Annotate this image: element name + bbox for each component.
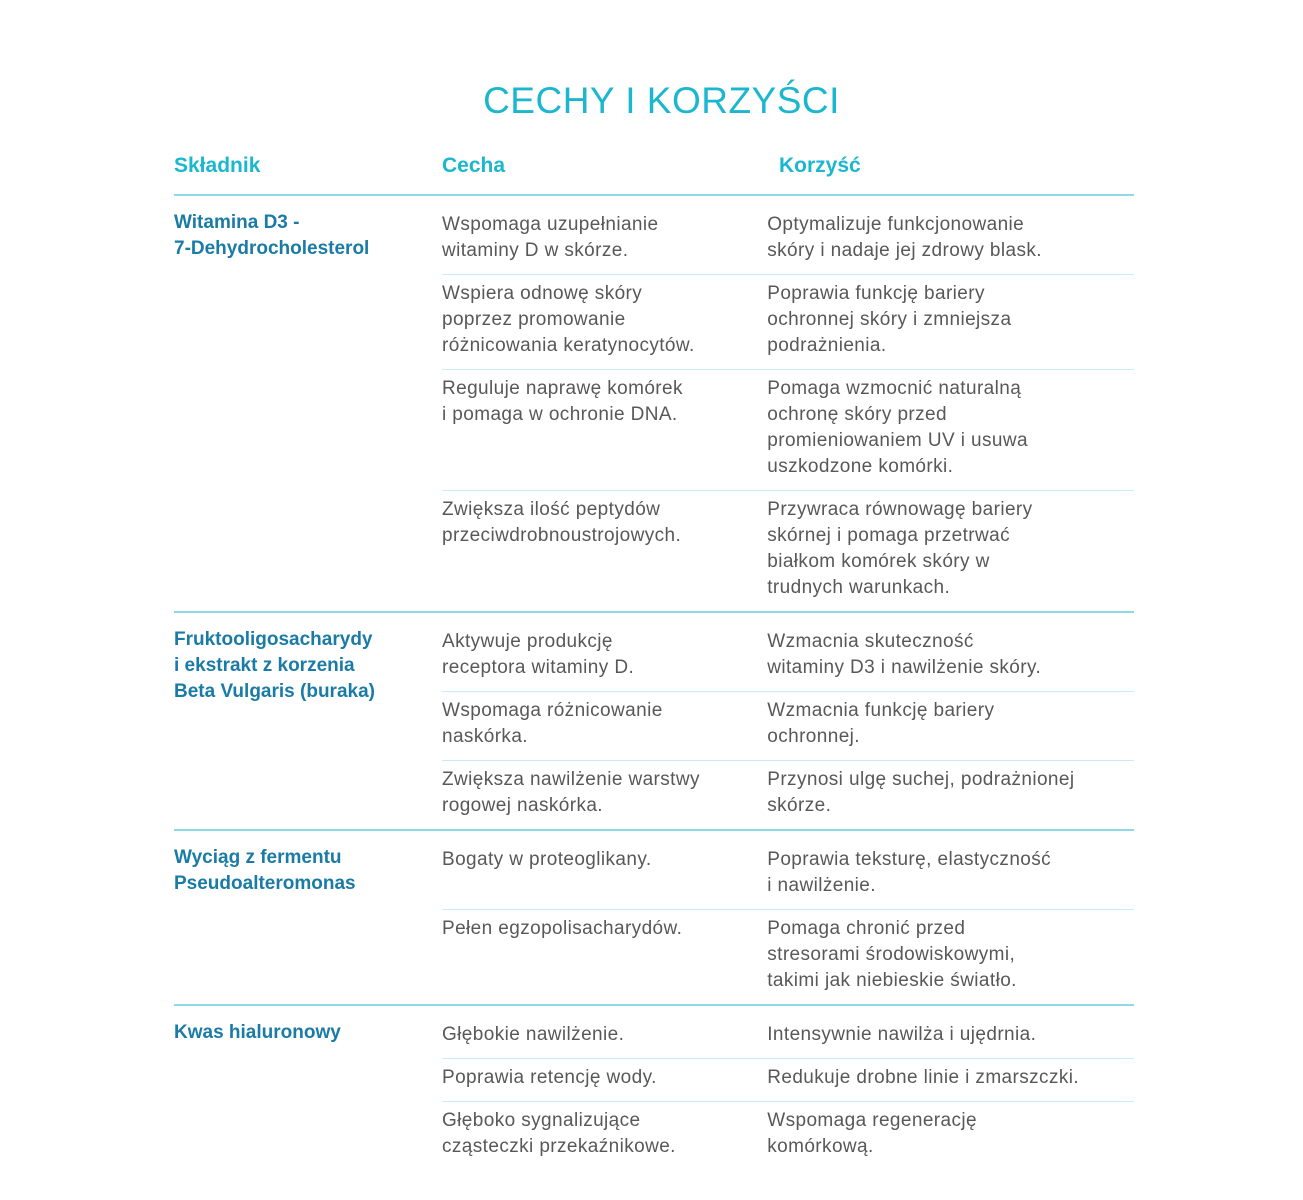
benefit-cell: Wzmacnia funkcję bariery ochronnej.: [767, 700, 995, 747]
ingredient-group: [174, 196, 1134, 613]
table-row: [442, 692, 1134, 761]
feature-cell: Bogaty w proteoglikany.: [442, 849, 652, 870]
table-row: [442, 1016, 1134, 1059]
table-row: [442, 623, 1134, 692]
benefit-cell: Wzmacnia skuteczność witaminy D3 i nawilżenie skóry.: [767, 631, 1042, 678]
table-row: [442, 1059, 1134, 1102]
benefit-cell: Optymalizuje funkcjonowanie skóry i nadaje jej zdrowy blask.: [767, 214, 1042, 261]
table-row: [442, 206, 1134, 275]
page-title: CECHY I KORZYŚCI: [483, 80, 840, 121]
ingredient-name: Fruktooligosacharydy i ekstrakt z korzenia Beta Vulgaris (buraka): [174, 629, 375, 702]
ingredient-group: [174, 831, 1134, 1006]
feature-cell: Wspiera odnowę skóry poprzez promowanie różnicowania keratynocytów.: [442, 283, 695, 356]
table-row: [442, 491, 1134, 611]
table-row: [442, 370, 1134, 491]
benefit-cell: Przynosi ulgę suchej, podrażnionej skórze.: [767, 769, 1075, 816]
feature-cell: Głębokie nawilżenie.: [442, 1024, 625, 1045]
benefit-cell: Przywraca równowagę bariery skórnej i pomaga przetrwać białkom komórek skóry w trudnych warunkach.: [767, 499, 1033, 598]
table-body: [174, 196, 1134, 1170]
feature-cell: Głęboko sygnalizujące cząsteczki przekaźnikowe.: [442, 1110, 676, 1157]
benefit-cell: Poprawia teksturę, elastyczność i nawilżenie.: [767, 849, 1052, 896]
feature-cell: Zwiększa nawilżenie warstwy rogowej naskórka.: [442, 769, 700, 816]
feature-cell: Wspomaga różnicowanie naskórka.: [442, 700, 663, 747]
feature-cell: Reguluje naprawę komórek i pomaga w ochronie DNA.: [442, 378, 683, 425]
feature-cell: Poprawia retencję wody.: [442, 1067, 657, 1088]
ingredient-group: [174, 613, 1134, 831]
header-ingredient: Składnik: [174, 154, 261, 177]
benefit-cell: Intensywnie nawilża i ujędrnia.: [767, 1024, 1037, 1045]
table-header: [174, 154, 1134, 196]
table-row: [442, 841, 1134, 910]
feature-cell: Zwiększa ilość peptydów przeciwdrobnoustrojowych.: [442, 499, 682, 546]
features-table: [174, 154, 1134, 1170]
ingredient-name: Witamina D3 - 7-Dehydrocholesterol: [174, 212, 370, 259]
header-feature: Cecha: [442, 154, 506, 177]
ingredient-group: [174, 1006, 1134, 1170]
table-row: [442, 275, 1134, 370]
ingredient-name: Kwas hialuronowy: [174, 1022, 341, 1043]
table-row: [442, 910, 1134, 1004]
feature-cell: Pełen egzopolisacharydów.: [442, 918, 683, 939]
benefit-cell: Redukuje drobne linie i zmarszczki.: [767, 1067, 1080, 1088]
benefit-cell: Pomaga wzmocnić naturalną ochronę skóry przed promieniowaniem UV i usuwa uszkodzone komórki.: [767, 378, 1028, 477]
benefit-cell: Poprawia funkcję bariery ochronnej skóry i zmniejsza podrażnienia.: [767, 283, 1012, 356]
feature-cell: Aktywuje produkcję receptora witaminy D.: [442, 631, 635, 678]
header-benefit: Korzyść: [779, 154, 861, 177]
benefit-cell: Wspomaga regenerację komórkową.: [767, 1110, 977, 1157]
ingredient-name: Wyciąg z fermentu Pseudoalteromonas: [174, 847, 356, 894]
table-row: [442, 1102, 1134, 1170]
feature-cell: Wspomaga uzupełnianie witaminy D w skórze.: [442, 214, 659, 261]
table-row: [442, 761, 1134, 829]
benefit-cell: Pomaga chronić przed stresorami środowiskowymi, takimi jak niebieskie światło.: [767, 918, 1017, 991]
